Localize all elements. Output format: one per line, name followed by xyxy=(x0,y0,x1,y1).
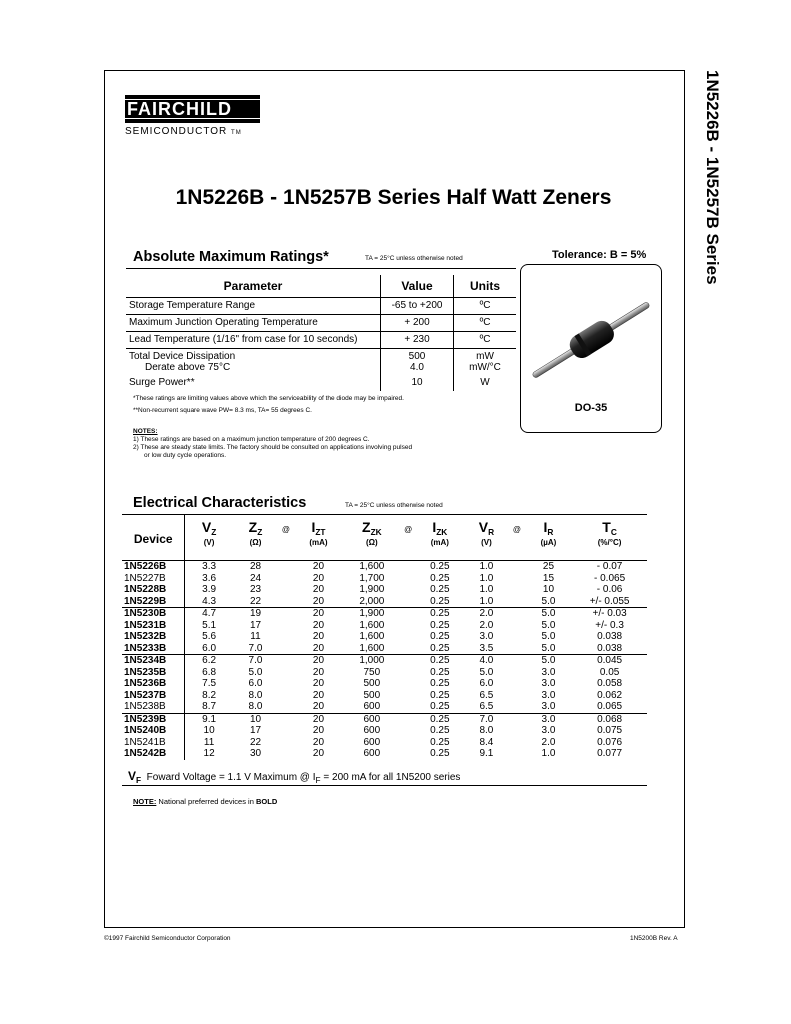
ir-cell: 3.0 xyxy=(541,725,556,736)
izk-cell: 0.25 xyxy=(430,572,450,584)
spacer-cell xyxy=(509,573,525,585)
device-cell: 1N5239B xyxy=(122,713,185,725)
spacer-cell xyxy=(509,561,525,573)
ir-cell: 5.0 xyxy=(525,655,572,667)
device-cell: 1N5232B xyxy=(122,631,185,643)
spacer-cell xyxy=(400,596,416,608)
device-cell: 1N5229B xyxy=(122,596,185,608)
izt-cell: 20 xyxy=(312,584,325,595)
vr-cell: 2.0 xyxy=(479,619,494,631)
bold-note: NOTE: National preferred devices in BOLD xyxy=(133,797,278,806)
spacer-cell xyxy=(400,561,416,573)
spacer-cell xyxy=(509,737,525,749)
zzk-cell: 600 xyxy=(363,725,381,736)
tc-cell: +/- 0.3 xyxy=(595,619,624,631)
tc-cell: - 0.065 xyxy=(594,572,626,584)
spacer-cell xyxy=(509,596,525,608)
ir-cell: 3.0 xyxy=(541,689,556,701)
vr-cell: 6.5 xyxy=(479,689,494,701)
ec-heading: Electrical Characteristics xyxy=(133,495,307,511)
zz-cell: 22 xyxy=(249,736,262,748)
zz-cell: 22 xyxy=(249,595,262,607)
spacer-cell xyxy=(400,678,416,690)
table-row xyxy=(122,620,647,632)
table-row xyxy=(122,631,647,643)
doc-revision: 1N5200B Rev. A xyxy=(630,935,678,942)
table-row xyxy=(122,737,647,749)
vr-cell: 1.0 xyxy=(464,561,510,573)
zz-cell: 11 xyxy=(250,631,261,642)
zz-cell: 7.0 xyxy=(248,642,263,654)
amr-param: Derate above 75°C xyxy=(145,362,231,373)
izt-cell: 20 xyxy=(294,713,343,725)
izk-cell: 0.25 xyxy=(430,631,450,642)
vr-cell: 9.1 xyxy=(479,748,494,759)
zz-cell: 7.0 xyxy=(233,655,278,667)
vr-cell: 1.0 xyxy=(479,595,494,607)
izt-cell: 20 xyxy=(312,701,325,712)
ir-cell: 3.0 xyxy=(541,666,556,678)
spacer-cell xyxy=(278,725,294,737)
spacer-cell xyxy=(278,737,294,749)
zz-cell: 28 xyxy=(233,561,278,573)
vz-cell: 9.1 xyxy=(185,713,233,725)
zzk-cell: 600 xyxy=(363,736,381,748)
izt-cell: 20 xyxy=(312,619,325,631)
ir-cell: 15 xyxy=(542,572,555,584)
electrical-table xyxy=(122,515,647,760)
izt-cell: 20 xyxy=(312,642,325,654)
spacer-cell xyxy=(509,725,525,737)
spacer-cell xyxy=(400,748,416,760)
table-row xyxy=(122,713,647,725)
spacer-cell xyxy=(509,713,525,725)
device-cell: 1N5230B xyxy=(122,608,185,620)
zzk-cell: 1,600 xyxy=(359,619,385,631)
table-row xyxy=(122,608,647,620)
tc-cell: 0.075 xyxy=(597,725,623,736)
table-row xyxy=(122,584,647,596)
zzk-cell: 750 xyxy=(363,666,381,678)
side-title: 1N5226B - 1N5257B Series xyxy=(703,70,722,285)
izt-cell: 20 xyxy=(312,736,325,748)
table-row xyxy=(122,678,647,690)
amr-value: + 230 xyxy=(381,332,454,349)
zzk-cell: 1,900 xyxy=(359,584,385,595)
fairchild-logo xyxy=(125,94,260,137)
col-tc: $T_C$ (%/°C) xyxy=(572,515,647,561)
tc-cell: 0.038 xyxy=(597,631,623,642)
col-at: @ xyxy=(278,515,294,561)
amr-col-parameter: Parameter xyxy=(126,275,381,298)
spacer-cell xyxy=(278,655,294,667)
vz-cell: 5.1 xyxy=(202,619,217,631)
izk-cell: 0.25 xyxy=(430,666,450,678)
spacer-cell xyxy=(400,690,416,702)
tolerance-label: Tolerance: B = 5% xyxy=(552,249,647,261)
tc-cell: 0.05 xyxy=(599,666,620,678)
vz-cell: 7.5 xyxy=(202,678,217,689)
tc-cell: 0.068 xyxy=(572,713,647,725)
izk-cell: 0.25 xyxy=(416,608,464,620)
table-row xyxy=(122,596,647,608)
device-cell: 1N5235B xyxy=(122,667,185,679)
zz-cell: 8.0 xyxy=(248,701,263,712)
zzk-cell: 600 xyxy=(363,701,381,712)
ir-cell: 1.0 xyxy=(541,748,556,759)
vz-cell: 4.3 xyxy=(202,595,217,607)
spacer-cell xyxy=(400,573,416,585)
zz-cell: 19 xyxy=(233,608,278,620)
vr-cell: 1.0 xyxy=(479,572,494,584)
amr-param: Total Device Dissipation xyxy=(129,351,236,362)
zzk-cell: 2,000 xyxy=(359,595,385,607)
vz-cell: 10 xyxy=(203,725,215,736)
ir-cell: 2.0 xyxy=(541,736,556,748)
zz-cell: 17 xyxy=(249,725,262,736)
ir-cell: 5.0 xyxy=(541,595,556,607)
izk-cell: 0.25 xyxy=(430,584,450,595)
amr-param: Surge Power** xyxy=(129,377,195,388)
spacer-cell xyxy=(400,655,416,667)
tc-cell: 0.045 xyxy=(572,655,647,667)
col-zz: $Z_Z$ (Ω) xyxy=(233,515,278,561)
device-cell: 1N5234B xyxy=(122,655,185,667)
forward-voltage-note: $V_F$ Foward Voltage = 1.1 V Maximum @ $I_F = 200$ mA for all 1N5200 series xyxy=(128,769,461,785)
tc-cell: 0.062 xyxy=(597,689,623,701)
amr-unit: ºC xyxy=(454,332,517,349)
spacer-cell xyxy=(400,725,416,737)
izt-cell: 20 xyxy=(312,666,325,678)
vr-cell: 8.0 xyxy=(479,725,494,736)
izk-cell: 0.25 xyxy=(430,725,450,736)
izk-cell: 0.25 xyxy=(430,736,450,748)
device-cell: 1N5240B xyxy=(122,725,185,737)
notes-label: NOTES: xyxy=(133,428,158,435)
amr-heading: Absolute Maximum Ratings* xyxy=(133,249,329,265)
table-row xyxy=(122,573,647,585)
vr-cell: 3.0 xyxy=(479,631,494,642)
ir-cell: 5.0 xyxy=(541,642,556,654)
ir-cell: 5.0 xyxy=(541,631,556,642)
spacer-cell xyxy=(400,620,416,632)
spacer-cell xyxy=(509,608,525,620)
vz-cell: 5.6 xyxy=(202,631,217,642)
vz-cell: 6.8 xyxy=(202,666,217,678)
footnote: **Non-recurrent square wave PW= 8.3 ms, TA= 55 degrees C. xyxy=(133,407,312,414)
zzk-cell: 600 xyxy=(343,713,400,725)
spacer-cell xyxy=(278,596,294,608)
vz-cell: 12 xyxy=(203,748,215,759)
spacer-cell xyxy=(278,701,294,713)
vz-cell: 3.9 xyxy=(202,584,217,595)
vz-cell: 3.3 xyxy=(185,561,233,573)
do35-diode-icon xyxy=(521,265,661,395)
amr-unit: mW/°C xyxy=(469,362,501,373)
spacer-cell xyxy=(278,713,294,725)
vr-cell: 8.4 xyxy=(479,736,494,748)
zz-cell: 17 xyxy=(249,619,262,631)
spacer-cell xyxy=(278,573,294,585)
ec-condition: TA = 25°C unless otherwise noted xyxy=(345,502,443,509)
spacer-cell xyxy=(509,667,525,679)
spacer-cell xyxy=(509,678,525,690)
ir-cell: 25 xyxy=(525,561,572,573)
vf-rule xyxy=(122,785,647,786)
amr-col-units: Units xyxy=(454,275,517,298)
device-cell: 1N5242B xyxy=(122,748,185,760)
vz-cell: 6.2 xyxy=(185,655,233,667)
table-row xyxy=(126,332,516,349)
col-at: @ xyxy=(400,515,416,561)
amr-condition: TA = 25°C unless otherwise noted xyxy=(365,255,463,262)
vz-cell: 8.2 xyxy=(202,689,217,701)
logo-tm: TM xyxy=(231,130,242,136)
izk-cell: 0.25 xyxy=(430,678,450,689)
zzk-cell: 1,600 xyxy=(359,631,385,642)
amr-value: + 200 xyxy=(381,315,454,332)
vr-cell: 6.0 xyxy=(479,678,494,689)
ir-cell: 3.0 xyxy=(541,701,556,712)
izt-cell: 20 xyxy=(312,595,325,607)
vz-cell: 8.7 xyxy=(202,701,217,712)
izt-cell: 20 xyxy=(312,572,325,584)
izt-cell: 20 xyxy=(312,678,325,689)
note-line: 1) These ratings are based on a maximum junction temperature of 200 degrees C. xyxy=(133,436,370,443)
vr-cell: 2.0 xyxy=(464,608,510,620)
ir-cell: 5.0 xyxy=(541,619,556,631)
col-zzk: $Z_{ZK}$ (Ω) xyxy=(343,515,400,561)
col-izk: $I_{ZK}$ (mA) xyxy=(416,515,464,561)
note-line: 2) These are steady state limits. The factory should be consulted on applications involving pulsed xyxy=(133,444,413,451)
spacer-cell xyxy=(278,631,294,643)
spacer-cell xyxy=(400,667,416,679)
vr-cell: 3.5 xyxy=(479,642,494,654)
izk-cell: 0.25 xyxy=(430,642,450,654)
col-vr: $V_R$ (V) xyxy=(464,515,510,561)
tc-cell: 0.058 xyxy=(597,678,623,689)
spacer-cell xyxy=(509,655,525,667)
spacer-cell xyxy=(278,608,294,620)
logo-word: FAIRCHILD xyxy=(125,100,260,118)
amr-value: 10 xyxy=(381,375,454,391)
device-cell: 1N5226B xyxy=(122,561,185,573)
izk-cell: 0.25 xyxy=(430,689,450,701)
zz-cell: 8.0 xyxy=(248,689,263,701)
vz-cell: 6.0 xyxy=(202,642,217,654)
table-row xyxy=(122,725,647,737)
izk-cell: 0.25 xyxy=(430,701,450,712)
vz-cell: 11 xyxy=(203,736,215,748)
spacer-cell xyxy=(400,737,416,749)
amr-table xyxy=(126,275,516,391)
zzk-cell: 500 xyxy=(363,689,381,701)
amr-param: Storage Temperature Range xyxy=(126,298,381,315)
tc-cell: - 0.06 xyxy=(596,584,623,595)
vz-cell: 3.6 xyxy=(202,572,217,584)
amr-unit: W xyxy=(454,375,517,391)
package-box xyxy=(520,264,662,433)
ir-cell: 3.0 xyxy=(525,713,572,725)
copyright: ©1997 Fairchild Semiconductor Corporation xyxy=(104,935,231,942)
izt-cell: 20 xyxy=(312,631,325,642)
tc-cell: +/- 0.055 xyxy=(589,595,630,607)
device-cell: 1N5238B xyxy=(122,701,185,713)
amr-value: 500 xyxy=(408,351,426,362)
spacer-cell xyxy=(278,561,294,573)
table-row xyxy=(126,298,516,315)
col-at: @ xyxy=(509,515,525,561)
tc-cell: - 0.07 xyxy=(572,561,647,573)
ir-cell: 5.0 xyxy=(525,608,572,620)
note-line: or low duty cycle operations. xyxy=(144,452,227,459)
table-row xyxy=(122,690,647,702)
tc-cell: 0.076 xyxy=(597,736,623,748)
spacer-cell xyxy=(400,584,416,596)
spacer-cell xyxy=(509,748,525,760)
amr-unit: ºC xyxy=(454,298,517,315)
izk-cell: 0.25 xyxy=(416,655,464,667)
zz-cell: 5.0 xyxy=(248,666,263,678)
amr-unit: mW xyxy=(476,351,494,362)
amr-param: Lead Temperature (1/16" from case for 10 seconds) xyxy=(126,332,381,349)
zzk-cell: 1,600 xyxy=(343,561,400,573)
zzk-cell: 500 xyxy=(363,678,381,689)
tc-cell: 0.065 xyxy=(597,701,623,712)
table-row xyxy=(126,349,516,376)
tc-cell: 0.077 xyxy=(597,748,623,759)
zzk-cell: 1,700 xyxy=(359,572,385,584)
vr-cell: 5.0 xyxy=(479,666,494,678)
ir-cell: 3.0 xyxy=(541,678,556,689)
izk-cell: 0.25 xyxy=(416,713,464,725)
spacer-cell xyxy=(509,631,525,643)
zzk-cell: 600 xyxy=(363,748,381,759)
izt-cell: 20 xyxy=(312,689,325,701)
amr-value: 4.0 xyxy=(410,362,424,373)
spacer-cell xyxy=(400,631,416,643)
izt-cell: 20 xyxy=(294,561,343,573)
spacer-cell xyxy=(400,643,416,655)
amr-value: -65 to +200 xyxy=(381,298,454,315)
vr-cell: 1.0 xyxy=(479,584,494,595)
table-row xyxy=(122,561,647,573)
zzk-cell: 1,000 xyxy=(343,655,400,667)
amr-param: Maximum Junction Operating Temperature xyxy=(126,315,381,332)
col-izt: $I_{ZT}$ (mA) xyxy=(294,515,343,561)
vz-cell: 4.7 xyxy=(185,608,233,620)
col-device: Device xyxy=(122,515,185,561)
zzk-cell: 1,600 xyxy=(359,642,385,654)
spacer-cell xyxy=(509,701,525,713)
izt-cell: 20 xyxy=(312,748,325,759)
table-row xyxy=(122,667,647,679)
izt-cell: 20 xyxy=(312,725,325,736)
device-cell: 1N5231B xyxy=(122,620,185,632)
zz-cell: 10 xyxy=(233,713,278,725)
tc-cell: +/- 0.03 xyxy=(572,608,647,620)
spacer-cell xyxy=(509,690,525,702)
device-cell: 1N5227B xyxy=(122,573,185,585)
izk-cell: 0.25 xyxy=(430,619,450,631)
page-title: 1N5226B - 1N5257B Series Half Watt Zeners xyxy=(175,186,612,209)
spacer-cell xyxy=(509,620,525,632)
spacer-cell xyxy=(400,701,416,713)
table-row xyxy=(122,643,647,655)
table-row xyxy=(122,701,647,713)
col-vz: $V_Z$ (V) xyxy=(185,515,233,561)
device-cell: 1N5236B xyxy=(122,678,185,690)
zz-cell: 30 xyxy=(249,748,262,759)
spacer-cell xyxy=(400,713,416,725)
spacer-cell xyxy=(278,584,294,596)
spacer-cell xyxy=(278,748,294,760)
spacer-cell xyxy=(278,620,294,632)
zz-cell: 6.0 xyxy=(248,678,263,689)
tc-cell: 0.038 xyxy=(597,642,623,654)
table-row xyxy=(122,655,647,667)
package-label: DO-35 xyxy=(574,402,608,414)
table-row xyxy=(122,748,647,760)
spacer-cell xyxy=(509,643,525,655)
col-ir: $I_R$ (µA) xyxy=(525,515,572,561)
zz-cell: 24 xyxy=(249,572,262,584)
device-cell: 1N5237B xyxy=(122,690,185,702)
amr-rule xyxy=(126,268,516,269)
logo-sub: SEMICONDUCTOR xyxy=(125,126,228,137)
izt-cell: 20 xyxy=(294,608,343,620)
device-cell: 1N5241B xyxy=(122,737,185,749)
spacer-cell xyxy=(278,643,294,655)
izk-cell: 0.25 xyxy=(416,561,464,573)
izt-cell: 20 xyxy=(294,655,343,667)
vr-cell: 7.0 xyxy=(464,713,510,725)
zzk-cell: 1,900 xyxy=(343,608,400,620)
spacer-cell xyxy=(278,690,294,702)
vr-cell: 4.0 xyxy=(464,655,510,667)
device-cell: 1N5233B xyxy=(122,643,185,655)
vr-cell: 6.5 xyxy=(479,701,494,712)
spacer-cell xyxy=(278,678,294,690)
amr-unit: ºC xyxy=(454,315,517,332)
spacer-cell xyxy=(509,584,525,596)
spacer-cell xyxy=(400,608,416,620)
footnote: *These ratings are limiting values above which the serviceability of the diode may be impaired. xyxy=(133,395,404,402)
spacer-cell xyxy=(278,667,294,679)
amr-col-value: Value xyxy=(381,275,454,298)
ir-cell: 10 xyxy=(542,584,555,595)
table-row xyxy=(126,315,516,332)
device-cell: 1N5228B xyxy=(122,584,185,596)
zz-cell: 23 xyxy=(249,584,262,595)
table-row xyxy=(126,375,516,391)
izk-cell: 0.25 xyxy=(430,595,450,607)
izk-cell: 0.25 xyxy=(430,748,450,759)
